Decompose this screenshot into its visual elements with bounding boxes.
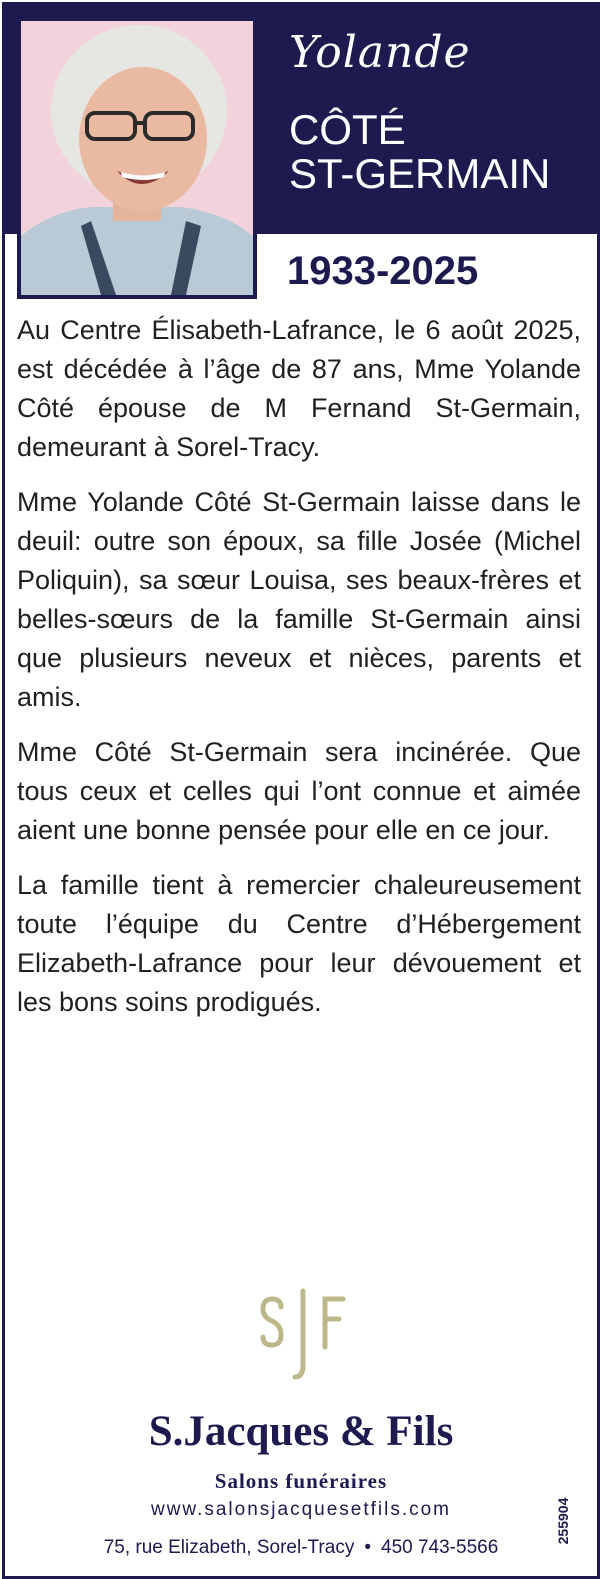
funeral-home-subtitle: Salons funéraires — [214, 1469, 388, 1493]
given-name: Yolande — [289, 27, 471, 78]
paragraph-survivors: Mme Yolande Côté St-Germain laisse dans le deuil: outre son époux, sa fille Josée (Michel Poliquin), sa sœur Louisa, ses beaux-frères et belles-sœurs de la famille St-Germain ainsi que plusieurs neveux et nièces, parents et amis. — [17, 487, 581, 712]
paragraph-thanks: La famille tient à remercier chaleureusement toute l’équipe du Centre d’Hébergement Elizabeth-Lafrance pour leur dévouement et les bons soins prodigués. — [17, 870, 581, 1017]
obituary-card — [2, 2, 600, 1579]
ad-reference — [553, 1483, 573, 1563]
portrait-photo — [17, 17, 257, 299]
surname-line-2: ST-GERMAIN — [289, 150, 551, 197]
funeral-home-name: S.Jacques & Fils — [148, 1408, 454, 1455]
funeral-home-phone: 450 743-5566 — [381, 1537, 499, 1558]
surname-line-1: CÔTÉ — [289, 106, 406, 153]
paragraph-death-notice: Au Centre Élisabeth-Lafrance, le 6 août 2025, est décédée à l’âge de 87 ans, Mme Yolande Côté épouse de M Fernand St-Germain, demeurant à Sorel-Tracy. — [17, 315, 581, 462]
ad-number: 255904 — [555, 1497, 571, 1545]
funeral-home-address: 75, rue Elizabeth, Sorel-Tracy — [103, 1537, 355, 1558]
funeral-home-website: www.salonsjacquesetfils.com — [150, 1499, 452, 1520]
separator-dot: • — [364, 1537, 371, 1558]
years: 1933-2025 — [287, 249, 479, 293]
obituary-text — [17, 311, 581, 1038]
funeral-home-contact — [5, 1537, 597, 1559]
sjf-monogram-logo — [255, 1287, 351, 1396]
paragraph-cremation: Mme Côté St-Germain sera incinérée. Que tous ceux et celles qui l’ont connue et aimée aient une bonne pensée pour elle en ce jour. — [17, 737, 581, 845]
